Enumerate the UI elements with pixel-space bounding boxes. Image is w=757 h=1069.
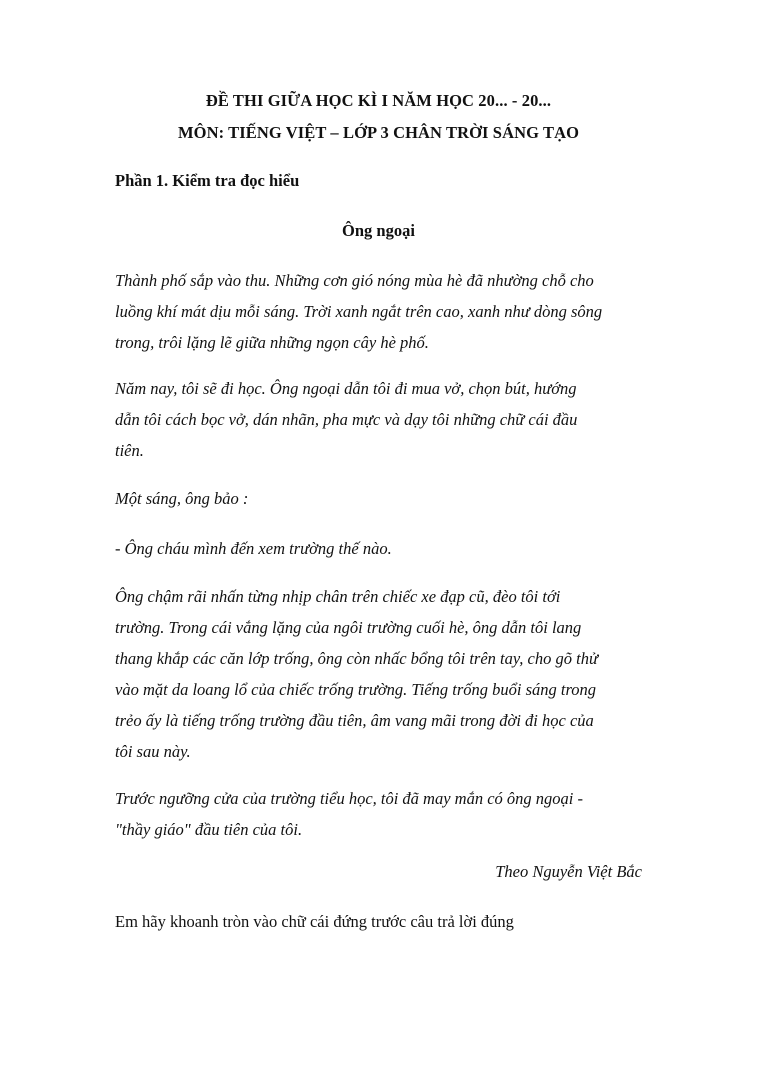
paragraph-line: Trước ngưỡng cửa của trường tiểu học, tôi đã may mắn có ông ngoại -	[115, 789, 583, 808]
paragraph-line: tôi sau này.	[115, 742, 191, 761]
subject-title: MÔN: TIẾNG VIỆT – LỚP 3 CHÂN TRỜI SÁNG TẠO	[177, 123, 580, 142]
story-paragraph-6	[115, 783, 645, 845]
question-instruction: Em hãy khoanh tròn vào chữ cái đứng trước câu trả lời đúng	[115, 912, 514, 931]
story-paragraph-4	[115, 533, 645, 564]
paragraph-line: dẫn tôi cách bọc vở, dán nhãn, pha mực và dạy tôi những chữ cái đầu	[115, 410, 578, 429]
paragraph-line: Thành phố sắp vào thu. Những cơn gió nóng mùa hè đã nhường chỗ cho	[115, 271, 594, 290]
paragraph-line: thang khắp các căn lớp trống, ông còn nhấc bổng tôi trên tay, cho gõ thử	[115, 649, 598, 668]
story-paragraph-1	[115, 265, 645, 358]
story-title: Ông ngoại	[342, 221, 415, 240]
paragraph-line: trong, trôi lặng lẽ giữa những ngọn cây hè phố.	[115, 333, 429, 352]
paragraph-line: trẻo ấy là tiếng trống trường đầu tiên, âm vang mãi trong đời đi học của	[115, 711, 594, 730]
paragraph-line: Một sáng, ông bảo :	[115, 489, 249, 508]
story-source: Theo Nguyễn Việt Bắc	[495, 862, 642, 881]
paragraph-line: vào mặt da loang lổ của chiếc trống trường. Tiếng trống buổi sáng trong	[115, 680, 597, 699]
section-heading: Phần 1. Kiểm tra đọc hiểu	[115, 171, 300, 190]
paragraph-line: trường. Trong cái vắng lặng của ngôi trường cuối hè, ông dẫn tôi lang	[115, 618, 582, 637]
story-paragraph-3	[115, 483, 645, 514]
story-paragraph-2	[115, 373, 645, 466]
paragraph-line: - Ông cháu mình đến xem trường thế nào.	[115, 539, 392, 558]
exam-title: ĐỀ THI GIỮA HỌC KÌ I NĂM HỌC 20... - 20...	[205, 91, 552, 110]
paragraph-line: "thầy giáo" đầu tiên của tôi.	[115, 820, 303, 839]
story-paragraph-5	[115, 581, 645, 767]
paragraph-line: Ông chậm rãi nhấn từng nhịp chân trên chiếc xe đạp cũ, đèo tôi tới	[115, 587, 561, 606]
paragraph-line: luồng khí mát dịu mỗi sáng. Trời xanh ngắt trên cao, xanh như dòng sông	[115, 302, 603, 321]
paragraph-line: Năm nay, tôi sẽ đi học. Ông ngoại dẫn tôi đi mua vở, chọn bút, hướng	[115, 379, 577, 398]
paragraph-line: tiên.	[115, 441, 144, 460]
